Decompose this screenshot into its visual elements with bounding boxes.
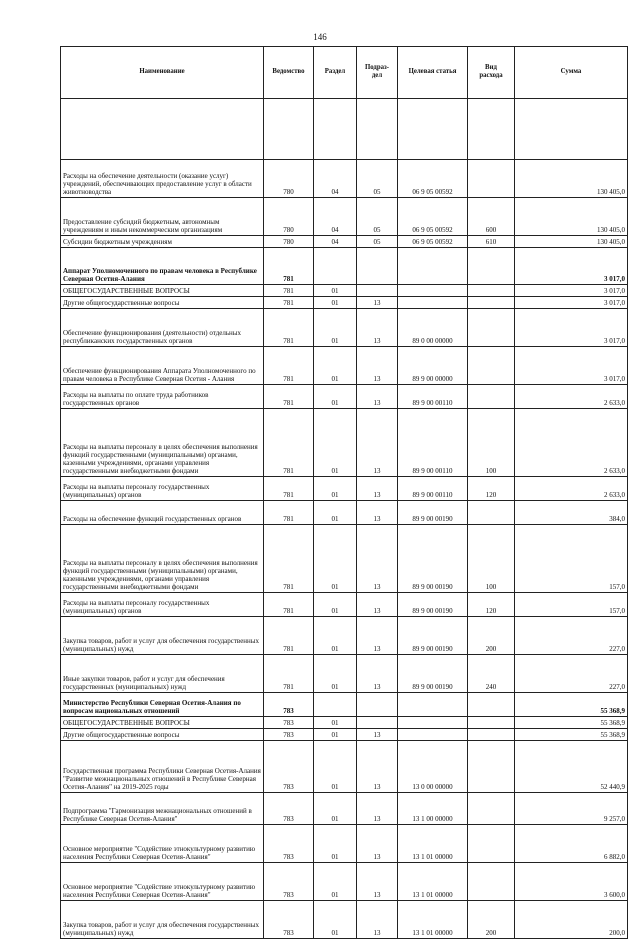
- cell-podrazdel: 13: [357, 501, 398, 525]
- cell-dept: 781: [264, 501, 314, 525]
- page-number: 146: [313, 32, 327, 42]
- cell-vid: [468, 285, 515, 297]
- cell-name: Другие общегосударственные вопросы: [61, 729, 264, 741]
- table-row: [61, 297, 628, 309]
- table-row: [61, 236, 628, 248]
- cell-podrazdel: [357, 248, 398, 285]
- cell-dept: 781: [264, 477, 314, 501]
- cell-dept: 781: [264, 409, 314, 477]
- cell-podrazdel: 13: [357, 901, 398, 939]
- cell-razdel: 01: [314, 901, 357, 939]
- cell-podrazdel: 13: [357, 593, 398, 617]
- cell-vid: 600: [468, 198, 515, 236]
- cell-statya: 13 0 00 00000: [398, 741, 468, 793]
- cell-vid: [468, 693, 515, 717]
- table-body: [61, 160, 628, 939]
- cell-vid: 100: [468, 525, 515, 593]
- cell-statya: [398, 248, 468, 285]
- cell-sum: 9 257,0: [515, 793, 628, 825]
- cell-podrazdel: [357, 285, 398, 297]
- cell-razdel: 01: [314, 593, 357, 617]
- cell-dept: 781: [264, 309, 314, 347]
- cell-vid: 100: [468, 409, 515, 477]
- cell-dept: 781: [264, 385, 314, 409]
- cell-podrazdel: 13: [357, 729, 398, 741]
- table-row: [61, 309, 628, 347]
- cell-dept: 783: [264, 793, 314, 825]
- cell-statya: 06 9 05 00592: [398, 160, 468, 198]
- header-vid: Вид расхода: [468, 47, 515, 99]
- cell-vid: [468, 729, 515, 741]
- spacer-cell: [357, 99, 398, 160]
- cell-dept: 783: [264, 693, 314, 717]
- cell-razdel: 01: [314, 825, 357, 863]
- cell-razdel: 04: [314, 160, 357, 198]
- cell-name: Государственная программа Республики Северная Осетия-Алания "Развитие межнациональных отношений в Республике Северная Осетия-Алания" на 2019-2025 годы: [61, 741, 264, 793]
- table-row: [61, 793, 628, 825]
- cell-name: Аппарат Уполномоченного по правам человека в Республике Северная Осетия-Алания: [61, 248, 264, 285]
- table-row: [61, 863, 628, 901]
- cell-sum: 130 405,0: [515, 198, 628, 236]
- cell-name: Расходы на обеспечение функций государственных органов: [61, 501, 264, 525]
- table-row: [61, 901, 628, 939]
- spacer-cell: [264, 99, 314, 160]
- cell-dept: 781: [264, 347, 314, 385]
- cell-dept: 781: [264, 655, 314, 693]
- cell-name: Закупка товаров, работ и услуг для обеспечения государственных (муниципальных) нужд: [61, 901, 264, 939]
- cell-podrazdel: 13: [357, 617, 398, 655]
- cell-dept: 781: [264, 617, 314, 655]
- cell-vid: [468, 793, 515, 825]
- cell-razdel: 01: [314, 793, 357, 825]
- table-row: [61, 729, 628, 741]
- table-row: [61, 693, 628, 717]
- cell-statya: 89 9 00 00190: [398, 655, 468, 693]
- cell-sum: 130 405,0: [515, 160, 628, 198]
- cell-podrazdel: 13: [357, 863, 398, 901]
- cell-name: Подпрограмма "Гармонизация межнациональных отношений в Республике Северная Осетия-Алания": [61, 793, 264, 825]
- cell-vid: 240: [468, 655, 515, 693]
- table-row: [61, 717, 628, 729]
- cell-name: Обеспечение функционирования (деятельности) отдельных республиканских государственных органов: [61, 309, 264, 347]
- cell-podrazdel: 13: [357, 793, 398, 825]
- cell-statya: [398, 297, 468, 309]
- cell-statya: 89 9 00 00110: [398, 409, 468, 477]
- cell-dept: 783: [264, 741, 314, 793]
- table-row: [61, 741, 628, 793]
- cell-podrazdel: 13: [357, 741, 398, 793]
- spacer-cell: [61, 99, 264, 160]
- cell-dept: 781: [264, 297, 314, 309]
- cell-vid: [468, 248, 515, 285]
- table-row: [61, 248, 628, 285]
- cell-podrazdel: 13: [357, 825, 398, 863]
- header-name: Наименование: [61, 47, 264, 99]
- table-row: [61, 347, 628, 385]
- cell-razdel: 04: [314, 236, 357, 248]
- cell-sum: 200,0: [515, 901, 628, 939]
- cell-statya: 13 1 01 00000: [398, 901, 468, 939]
- cell-statya: 89 9 00 00190: [398, 525, 468, 593]
- cell-name: Другие общегосударственные вопросы: [61, 297, 264, 309]
- table-row: [61, 285, 628, 297]
- cell-vid: 120: [468, 477, 515, 501]
- cell-name: ОБЩЕГОСУДАРСТВЕННЫЕ ВОПРОСЫ: [61, 285, 264, 297]
- cell-razdel: [314, 693, 357, 717]
- cell-dept: 780: [264, 236, 314, 248]
- cell-vid: [468, 825, 515, 863]
- cell-sum: 3 017,0: [515, 347, 628, 385]
- cell-razdel: 01: [314, 863, 357, 901]
- cell-statya: 89 9 00 00110: [398, 477, 468, 501]
- cell-podrazdel: 13: [357, 525, 398, 593]
- cell-razdel: 01: [314, 655, 357, 693]
- cell-sum: 55 368,9: [515, 717, 628, 729]
- cell-sum: 157,0: [515, 525, 628, 593]
- cell-dept: 783: [264, 825, 314, 863]
- cell-dept: 780: [264, 198, 314, 236]
- header-statya: Целевая статья: [398, 47, 468, 99]
- cell-razdel: 01: [314, 501, 357, 525]
- cell-sum: 130 405,0: [515, 236, 628, 248]
- table-row: [61, 655, 628, 693]
- cell-podrazdel: 13: [357, 477, 398, 501]
- cell-statya: [398, 717, 468, 729]
- cell-statya: 06 9 05 00592: [398, 236, 468, 248]
- cell-name: Закупка товаров, работ и услуг для обеспечения государственных (муниципальных) нужд: [61, 617, 264, 655]
- cell-razdel: 04: [314, 198, 357, 236]
- cell-razdel: 01: [314, 309, 357, 347]
- table-row: [61, 198, 628, 236]
- cell-name: Расходы на выплаты по оплате труда работников государственных органов: [61, 385, 264, 409]
- cell-vid: [468, 309, 515, 347]
- table-row: [61, 385, 628, 409]
- cell-razdel: 01: [314, 717, 357, 729]
- cell-vid: [468, 297, 515, 309]
- cell-razdel: 01: [314, 741, 357, 793]
- cell-name: Расходы на выплаты персоналу государственных (муниципальных) органов: [61, 593, 264, 617]
- cell-name: Расходы на выплаты персоналу в целях обеспечения выполнения функций государственными (муниципальными) органами, казенными учреждениями, органами управления государственными внебюджетными фондами: [61, 525, 264, 593]
- cell-sum: 3 017,0: [515, 297, 628, 309]
- cell-statya: 89 0 00 00000: [398, 309, 468, 347]
- cell-vid: 120: [468, 593, 515, 617]
- cell-name: Предоставление субсидий бюджетным, автономным учреждениям и иным некоммерческим организациям: [61, 198, 264, 236]
- cell-vid: [468, 347, 515, 385]
- cell-sum: 55 368,9: [515, 693, 628, 717]
- cell-name: Министерство Республики Северная Осетия-Алания по вопросам национальных отношений: [61, 693, 264, 717]
- cell-dept: 781: [264, 525, 314, 593]
- cell-vid: 200: [468, 901, 515, 939]
- cell-statya: 89 9 00 00190: [398, 501, 468, 525]
- cell-podrazdel: 13: [357, 655, 398, 693]
- cell-statya: 89 9 00 00190: [398, 593, 468, 617]
- table-row: [61, 617, 628, 655]
- cell-podrazdel: 13: [357, 309, 398, 347]
- cell-dept: 781: [264, 593, 314, 617]
- cell-statya: [398, 729, 468, 741]
- table-row: [61, 501, 628, 525]
- cell-sum: 3 017,0: [515, 248, 628, 285]
- cell-vid: [468, 863, 515, 901]
- header-podrazdel: Подраз- дел: [357, 47, 398, 99]
- cell-statya: 13 1 01 00000: [398, 825, 468, 863]
- cell-podrazdel: 13: [357, 409, 398, 477]
- cell-sum: 2 633,0: [515, 385, 628, 409]
- cell-sum: 55 368,9: [515, 729, 628, 741]
- cell-dept: 783: [264, 717, 314, 729]
- cell-sum: 3 017,0: [515, 309, 628, 347]
- cell-sum: 2 633,0: [515, 477, 628, 501]
- table-row: [61, 825, 628, 863]
- cell-podrazdel: 13: [357, 297, 398, 309]
- table-row: [61, 409, 628, 477]
- cell-sum: 2 633,0: [515, 409, 628, 477]
- cell-statya: 13 1 01 00000: [398, 863, 468, 901]
- cell-vid: [468, 501, 515, 525]
- cell-vid: 610: [468, 236, 515, 248]
- table-row: [61, 160, 628, 198]
- cell-podrazdel: [357, 693, 398, 717]
- cell-name: Обеспечение функционирования Аппарата Уполномоченного по правам человека в Республике Северная Осетия - Алания: [61, 347, 264, 385]
- cell-razdel: 01: [314, 617, 357, 655]
- cell-podrazdel: 05: [357, 236, 398, 248]
- cell-razdel: 01: [314, 285, 357, 297]
- spacer-cell: [398, 99, 468, 160]
- cell-razdel: 01: [314, 477, 357, 501]
- spacer-cell: [468, 99, 515, 160]
- cell-sum: 52 440,9: [515, 741, 628, 793]
- cell-vid: [468, 717, 515, 729]
- cell-name: Субсидии бюджетным учреждениям: [61, 236, 264, 248]
- cell-razdel: 01: [314, 347, 357, 385]
- table-row: [61, 525, 628, 593]
- cell-vid: 200: [468, 617, 515, 655]
- cell-sum: 3 017,0: [515, 285, 628, 297]
- cell-name: Расходы на выплаты персоналу в целях обеспечения выполнения функций государственными (муниципальными) органами, казенными учреждениями, органами управления государственными внебюджетными фондами: [61, 409, 264, 477]
- cell-sum: 157,0: [515, 593, 628, 617]
- cell-podrazdel: 13: [357, 347, 398, 385]
- cell-name: Расходы на выплаты персоналу государственных (муниципальных) органов: [61, 477, 264, 501]
- spacer-cell: [314, 99, 357, 160]
- table-header-row: [61, 47, 628, 99]
- spacer-cell: [515, 99, 628, 160]
- budget-table: [60, 46, 628, 939]
- cell-razdel: 01: [314, 297, 357, 309]
- cell-statya: [398, 693, 468, 717]
- cell-razdel: 01: [314, 385, 357, 409]
- header-dept: Ведомство: [264, 47, 314, 99]
- cell-name: Расходы на обеспечение деятельности (оказание услуг) учреждений, обеспечивающих предоставление услуг в области животноводства: [61, 160, 264, 198]
- cell-razdel: [314, 248, 357, 285]
- cell-vid: [468, 741, 515, 793]
- cell-razdel: 01: [314, 525, 357, 593]
- cell-podrazdel: 13: [357, 385, 398, 409]
- cell-sum: 227,0: [515, 655, 628, 693]
- cell-podrazdel: [357, 717, 398, 729]
- cell-statya: 89 9 00 00190: [398, 617, 468, 655]
- cell-dept: 781: [264, 248, 314, 285]
- cell-podrazdel: 05: [357, 160, 398, 198]
- cell-name: ОБЩЕГОСУДАРСТВЕННЫЕ ВОПРОСЫ: [61, 717, 264, 729]
- cell-statya: 89 9 00 00110: [398, 385, 468, 409]
- cell-vid: [468, 160, 515, 198]
- cell-vid: [468, 385, 515, 409]
- cell-razdel: 01: [314, 409, 357, 477]
- cell-sum: 3 600,0: [515, 863, 628, 901]
- cell-statya: 13 1 00 00000: [398, 793, 468, 825]
- cell-name: Основное мероприятие "Содействие этнокультурному развитию населения Республики Северная Осетия-Алания": [61, 863, 264, 901]
- header-razdel: Раздел: [314, 47, 357, 99]
- table-spacer-row: [61, 99, 628, 160]
- header-summa: Сумма: [515, 47, 628, 99]
- cell-dept: 780: [264, 160, 314, 198]
- table-row: [61, 477, 628, 501]
- cell-statya: [398, 285, 468, 297]
- cell-statya: 06 9 05 00592: [398, 198, 468, 236]
- cell-dept: 781: [264, 285, 314, 297]
- cell-sum: 384,0: [515, 501, 628, 525]
- table-row: [61, 593, 628, 617]
- cell-statya: 89 9 00 00000: [398, 347, 468, 385]
- cell-dept: 783: [264, 729, 314, 741]
- cell-razdel: 01: [314, 729, 357, 741]
- cell-sum: 227,0: [515, 617, 628, 655]
- cell-name: Основное мероприятие "Содействие этнокультурному развитию населения Республики Северная Осетия-Алания": [61, 825, 264, 863]
- cell-sum: 6 882,0: [515, 825, 628, 863]
- cell-podrazdel: 05: [357, 198, 398, 236]
- cell-name: Иные закупки товаров, работ и услуг для обеспечения государственных (муниципальных) нужд: [61, 655, 264, 693]
- cell-dept: 783: [264, 901, 314, 939]
- cell-dept: 783: [264, 863, 314, 901]
